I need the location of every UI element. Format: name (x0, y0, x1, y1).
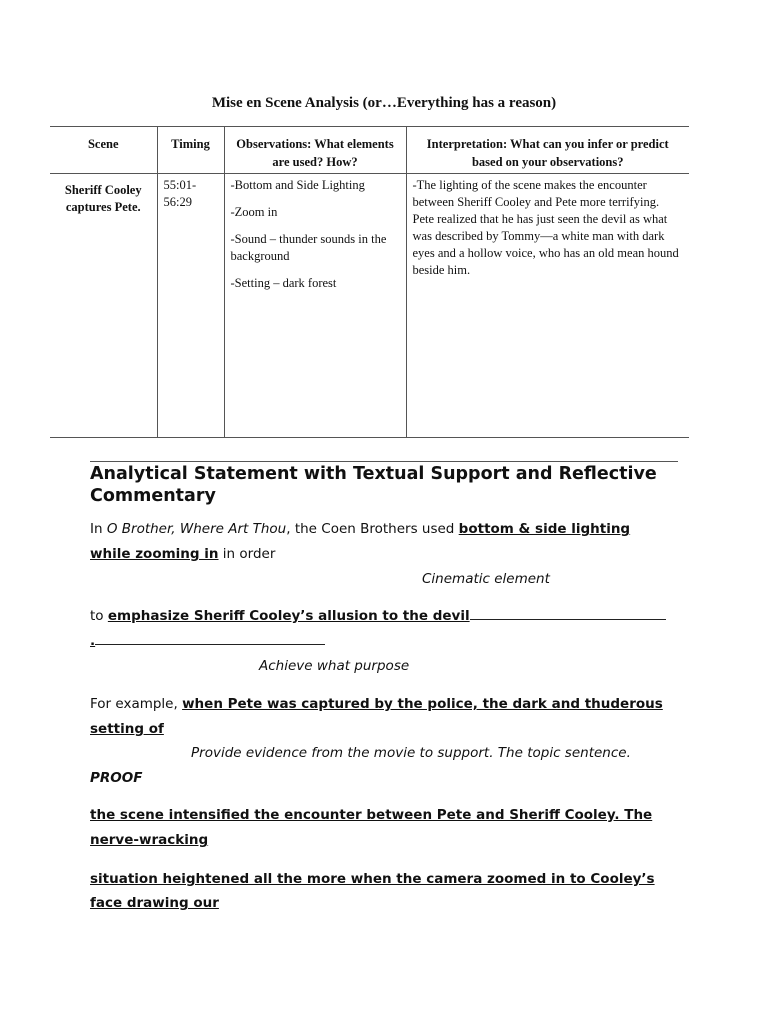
cell-scene: Sheriff Cooley captures Pete. (50, 174, 157, 438)
statement-line-4 (90, 633, 325, 649)
observation-item: -Bottom and Side Lighting (230, 178, 365, 192)
statement-line-9: situation heightened all the more when the camera zoomed in to Cooley’s (90, 871, 655, 887)
text-fragment: in order (218, 546, 276, 562)
header-observations: Observations: What elements are used? How? (224, 127, 406, 174)
header-scene: Scene (50, 127, 157, 174)
header-interpretation: Interpretation: What can you infer or predict based on your observations? (406, 127, 689, 174)
statement-line-5 (90, 696, 663, 712)
cell-interpretation: -The lighting of the scene makes the encounter between Sheriff Cooley and Pete more terrifying. Pete realized that he has just seen the devil as what was described by Tommy—a white man with dark eyes and a hollow voice, who has an old mean hound beside him. (406, 174, 689, 438)
statement-line-10: face drawing our (90, 895, 219, 911)
table-row (50, 174, 689, 438)
answer-text: when Pete was captured by the police, the dark and thuderous (182, 696, 663, 712)
observation-item: -Zoom in (230, 205, 278, 219)
statement-line-1 (90, 521, 630, 537)
table-header-row (50, 127, 689, 174)
analysis-table (50, 126, 689, 438)
statement-line-8: nerve-wracking (90, 832, 209, 848)
film-title: O Brother, Where Art Thou (106, 521, 287, 537)
hint-evidence: Provide evidence from the movie to support. The topic sentence. (191, 745, 631, 761)
section-divider (90, 461, 678, 462)
answer-text: bottom & side lighting (458, 521, 631, 537)
hint-cinematic-element: Cinematic element (422, 571, 550, 587)
hint-purpose: Achieve what purpose (259, 658, 410, 674)
observation-item: -Sound – thunder sounds in the background (230, 232, 387, 263)
statement-line-3 (90, 608, 666, 624)
answer-text: . (90, 633, 96, 649)
fill-blank (95, 643, 325, 645)
text-fragment: to (90, 608, 108, 624)
statement-line-2 (90, 546, 275, 562)
answer-text: setting of (90, 721, 164, 737)
fill-blank (470, 618, 666, 620)
cell-timing: 55:01-56:29 (157, 174, 224, 438)
cell-observations (224, 174, 406, 438)
observation-item: -Setting – dark forest (230, 276, 337, 290)
answer-text: emphasize Sheriff Cooley’s allusion to the devil (107, 608, 470, 624)
text-fragment: For example, (90, 696, 183, 712)
statement-line-7: the scene intensified the encounter between Pete and Sheriff Cooley. The (90, 807, 653, 823)
header-timing: Timing (157, 127, 224, 174)
section-heading: Analytical Statement with Textual Support and Reflective Commentary (90, 464, 657, 506)
text-fragment: In (90, 521, 107, 537)
document-title: Mise en Scene Analysis (or…Everything has a reason) (211, 95, 557, 111)
text-fragment: , the Coen Brothers used (286, 521, 459, 537)
answer-text: while zooming in (90, 546, 219, 562)
statement-line-6 (90, 721, 164, 737)
proof-label: PROOF (90, 770, 143, 786)
